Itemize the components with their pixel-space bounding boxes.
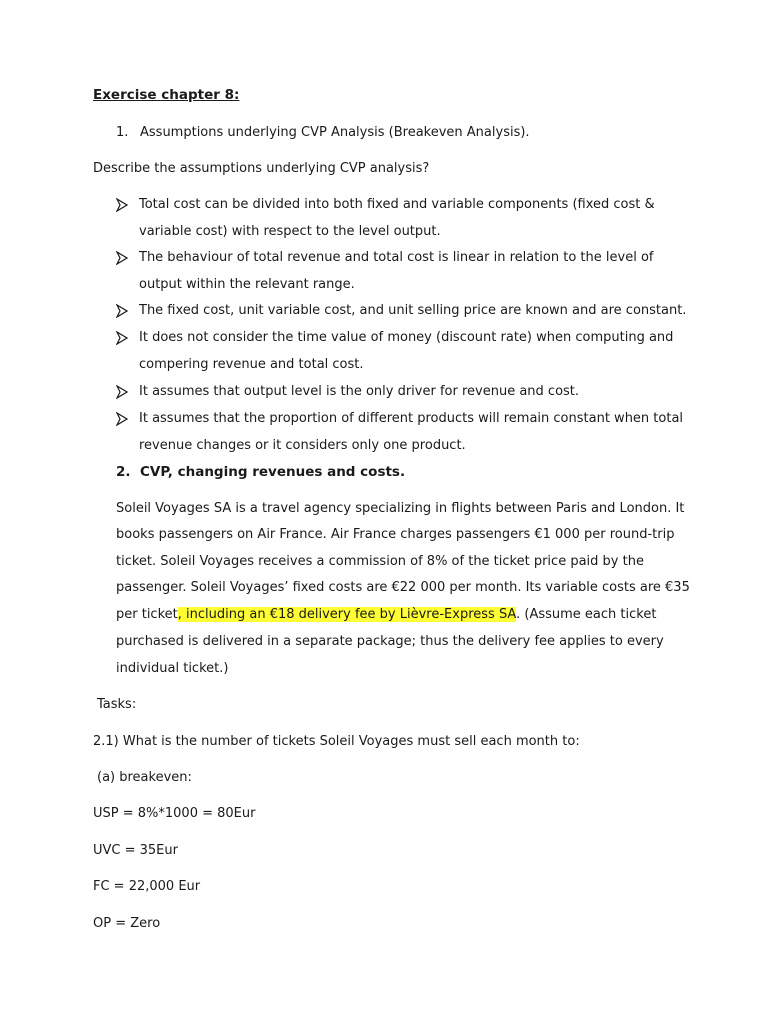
bullet-text — [139, 192, 655, 245]
bullet-line: It does not consider the time value of money (discount rate) when computing and — [139, 330, 674, 345]
line-text: . (Assume each ticket — [516, 607, 657, 622]
arrow-bullet-icon — [116, 251, 128, 265]
bullet-text — [139, 379, 579, 406]
arrow-bullet-icon — [116, 412, 128, 426]
bullet-text — [139, 406, 683, 459]
calc-usp: USP = 8%*1000 = 80Eur — [93, 806, 256, 821]
calc-fc: FC = 22,000 Eur — [93, 879, 201, 894]
question-2-1: 2.1) What is the number of tickets Soleil Voyages must sell each month to: — [93, 734, 580, 749]
bullet-line: revenue changes or it considers only one product. — [139, 437, 466, 453]
bullet-line: compering revenue and total cost. — [139, 356, 364, 372]
paragraph-line: purchased is delivered in a separate package; thus the delivery fee applies to every — [116, 634, 664, 649]
arrow-bullet-icon — [116, 331, 128, 345]
highlighted-text: , including an €18 delivery fee by Lièvre-Express SA — [177, 607, 517, 622]
paragraph-line: Soleil Voyages SA is a travel agency specializing in flights between Paris and London. It — [116, 501, 685, 516]
section2-heading-text: CVP, changing revenues and costs. — [140, 464, 406, 480]
bullet-line: It assumes that the proportion of different products will remain constant when total — [139, 411, 684, 426]
bullet-line: The fixed cost, unit variable cost, and unit selling price are known and are constant. — [139, 303, 687, 318]
tasks-label: Tasks: — [97, 697, 137, 712]
calc-op: OP = Zero — [93, 916, 161, 931]
bullet-line: The behaviour of total revenue and total cost is linear in relation to the level of — [139, 250, 654, 265]
bullet-line: output within the relevant range. — [139, 276, 355, 292]
arrow-bullet-icon — [116, 385, 128, 399]
exercise-title: Exercise chapter 8: — [93, 87, 240, 103]
arrow-bullet-icon — [116, 304, 128, 318]
paragraph-line: passenger. Soleil Voyages’ fixed costs are €22 000 per month. Its variable costs are €35 — [116, 580, 690, 595]
arrow-bullet-icon — [116, 198, 128, 212]
paragraph-line: individual ticket.) — [116, 661, 229, 676]
paragraph-line-highlighted — [116, 607, 656, 622]
paragraph-line: books passengers on Air France. Air France charges passengers €1 000 per round-trip — [116, 527, 675, 542]
calc-uvc: UVC = 35Eur — [93, 843, 178, 858]
section1-heading — [116, 125, 530, 140]
bullet-line: variable cost) with respect to the level output. — [139, 223, 441, 239]
section2-number: 2. — [116, 464, 131, 480]
section1-heading-text: Assumptions underlying CVP Analysis (Breakeven Analysis). — [140, 125, 530, 140]
bullet-text — [139, 245, 653, 298]
bullet-text — [139, 298, 686, 325]
sub-question-a: (a) breakeven: — [97, 770, 192, 785]
bullet-text — [139, 325, 673, 378]
paragraph-line: ticket. Soleil Voyages receives a commission of 8% of the ticket price paid by the — [116, 554, 644, 569]
section1-number: 1. — [116, 125, 129, 140]
bullet-line: Total cost can be divided into both fixed and variable components (fixed cost & — [139, 197, 655, 212]
section2-heading — [116, 464, 405, 480]
bullet-line: It assumes that output level is the only driver for revenue and cost. — [139, 384, 580, 399]
line-text: per ticket — [116, 607, 178, 622]
section1-question: Describe the assumptions underlying CVP analysis? — [93, 161, 430, 176]
